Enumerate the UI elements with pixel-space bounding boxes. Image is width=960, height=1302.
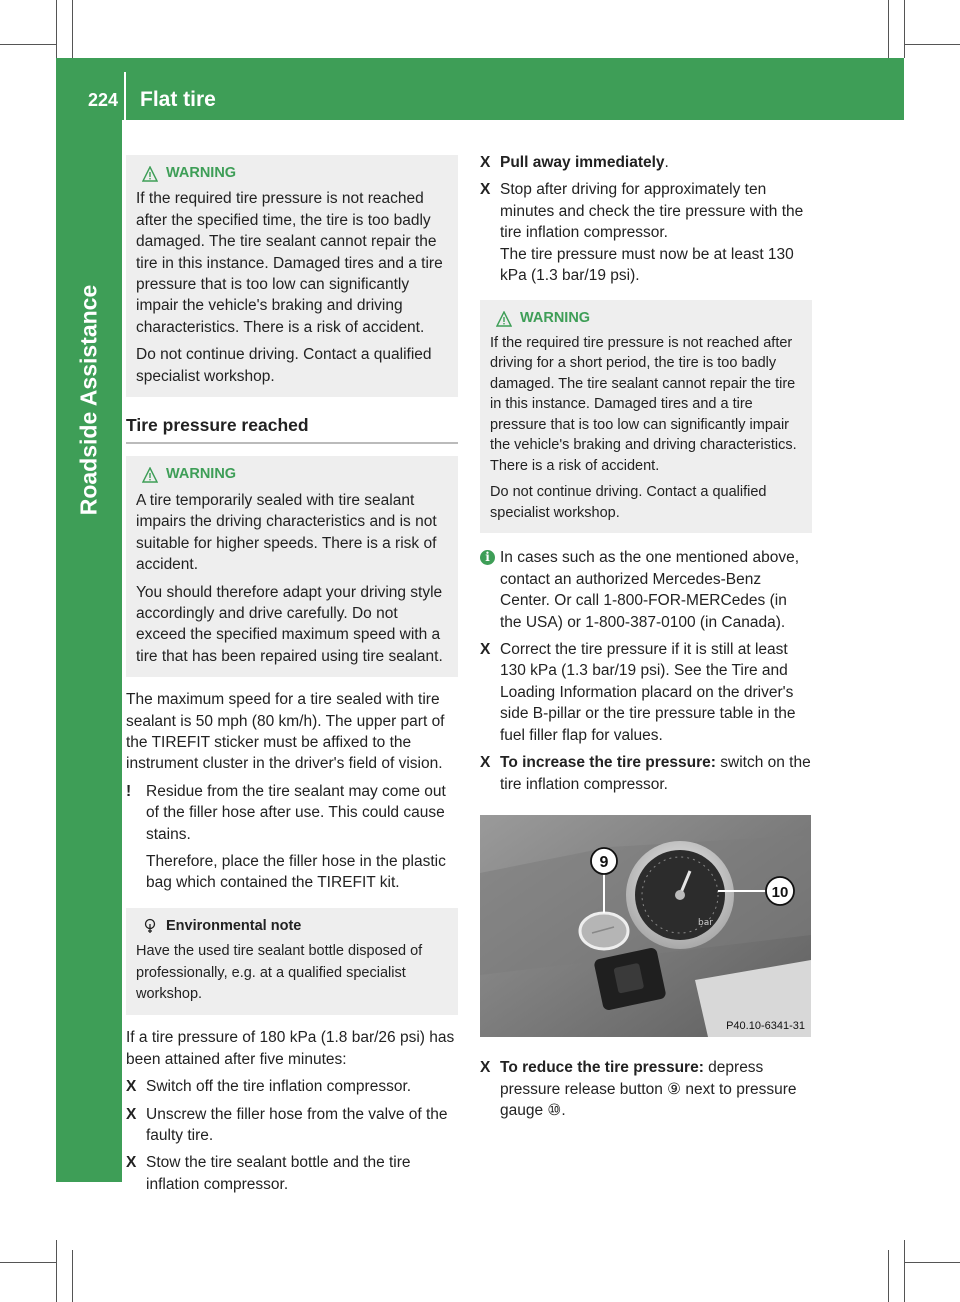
list-item bbox=[126, 1152, 458, 1195]
gauge-hub bbox=[675, 890, 685, 900]
caution-text: Therefore, place the filler hose in the plastic bag which contained the TIREFIT kit. bbox=[146, 852, 446, 892]
left-column bbox=[126, 155, 458, 1201]
environmental-note-text: Have the used tire sealant bottle disposed of professionally, e.g. at a qualified specialist workshop. bbox=[136, 943, 423, 1002]
callout-9-label: 9 bbox=[599, 853, 609, 871]
info-icon: i bbox=[480, 550, 495, 565]
section-title: Flat tire bbox=[140, 88, 216, 111]
crop-mark bbox=[56, 0, 57, 58]
environmental-note-header bbox=[136, 916, 450, 937]
warning-header bbox=[136, 464, 450, 485]
right-column bbox=[480, 152, 812, 1128]
step-arrow-icon: X bbox=[480, 641, 491, 659]
step-text: Stop after driving for approximately ten minutes and check the tire pressure with the tire inflation compressor. bbox=[500, 181, 804, 242]
step-text: Correct the tire pressure if it is still at least 130 kPa (1.3 bar/19 psi). See the Tire and Loading Information placard on the driver's side B-pillar or the tire pressure table in the fuel filler flap for values. bbox=[500, 641, 796, 744]
step-arrow-icon: X bbox=[126, 1078, 137, 1096]
step-arrow-icon: X bbox=[480, 181, 491, 199]
crop-mark bbox=[72, 1250, 73, 1302]
crop-mark bbox=[904, 1262, 960, 1263]
list-item bbox=[126, 1076, 458, 1097]
crop-mark bbox=[904, 1240, 905, 1302]
list-item bbox=[126, 1104, 458, 1147]
info-note bbox=[480, 547, 812, 633]
pressure-paragraph: If a tire pressure of 180 kPa (1.8 bar/26 psi) has been attained after five minutes: bbox=[126, 1029, 455, 1068]
crop-mark bbox=[904, 0, 905, 58]
step-text: depress pressure release button bbox=[500, 1059, 764, 1098]
list-item bbox=[480, 639, 812, 746]
warning-triangle-icon bbox=[496, 311, 512, 327]
warning-text: A tire temporarily sealed with tire sealant impairs the driving characteristics and is not suitable for higher speeds. There is a risk of accident. bbox=[136, 491, 437, 574]
warning-title: WARNING bbox=[166, 466, 237, 483]
header-divider bbox=[124, 72, 126, 120]
list-item bbox=[480, 1057, 812, 1121]
crop-mark bbox=[888, 0, 889, 58]
crop-mark bbox=[72, 0, 73, 58]
step-text: Unscrew the filler hose from the valve of the faulty tire. bbox=[146, 1105, 448, 1145]
warning-text: Do not continue driving. Contact a qualified specialist workshop. bbox=[136, 346, 432, 385]
callout-10-label: 10 bbox=[771, 883, 789, 901]
crop-mark bbox=[56, 1240, 57, 1302]
step-text: next to pressure gauge bbox=[500, 1080, 797, 1120]
step-arrow-icon: X bbox=[480, 154, 491, 171]
crop-mark bbox=[0, 1262, 56, 1263]
warning-triangle-icon bbox=[142, 467, 158, 483]
warning-box bbox=[126, 456, 458, 677]
step-title: To increase the tire pressure: bbox=[500, 754, 716, 772]
warning-title: WARNING bbox=[520, 310, 591, 327]
side-tab-label: Roadside Assistance bbox=[75, 284, 102, 516]
environmental-note-box bbox=[126, 908, 458, 1016]
step-text: Switch off the tire inflation compressor. bbox=[146, 1078, 412, 1096]
list-item bbox=[480, 152, 812, 173]
crop-mark bbox=[888, 1250, 889, 1302]
crop-mark bbox=[904, 44, 960, 45]
figure-code: P40.10-6341-31 bbox=[726, 1019, 805, 1032]
step-title: To reduce the tire pressure: bbox=[500, 1059, 704, 1077]
page-number: 224 bbox=[87, 90, 118, 110]
step-title: Pull away immediately bbox=[500, 154, 665, 171]
max-speed-paragraph: The maximum speed for a tire sealed with tire sealant is 50 mph (80 km/h). The upper part of the TIREFIT sticker must be affixed to the instrument cluster in the driver's field of vision. bbox=[126, 691, 445, 773]
step-arrow-icon: X bbox=[480, 754, 491, 772]
switch-rocker bbox=[613, 963, 644, 994]
warning-text: If the required tire pressure is not reached after the specified time, the tire is too badly damaged. The tire sealant cannot repair the tire in this instance. Damaged tires and a tire pressure that is too low can significantly impair the vehicle's braking and driving characteristics. There is a risk of accident. bbox=[136, 190, 443, 336]
step-text: . bbox=[664, 154, 669, 171]
list-item bbox=[480, 752, 812, 795]
caution-text: Residue from the tire sealant may come out of the filler hose after use. This could cause stains. bbox=[146, 782, 446, 843]
compressor-figure bbox=[480, 815, 811, 1037]
warning-text: Do not continue driving. Contact a qualified specialist workshop. bbox=[490, 484, 767, 521]
subheading: Tire pressure reached bbox=[126, 397, 458, 444]
warning-title: WARNING bbox=[166, 165, 237, 181]
step-text: . bbox=[561, 1102, 566, 1120]
step-arrow-icon: X bbox=[480, 1059, 491, 1077]
warning-header bbox=[136, 163, 450, 184]
warning-text: You should therefore adapt your driving style accordingly and drive carefully. Do not exceed the specified maximum speed with a tire that has been repaired using tire sealant. bbox=[136, 583, 443, 665]
step-text: switch on the tire inflation compressor. bbox=[500, 754, 811, 793]
caution-note bbox=[126, 781, 458, 894]
warning-box bbox=[126, 155, 458, 397]
caution-mark-icon: ! bbox=[126, 782, 132, 800]
step-text: Stow the tire sealant bottle and the tire inflation compressor. bbox=[146, 1154, 411, 1193]
info-text: In cases such as the one mentioned above, contact an authorized Mercedes-Benz Center. Or call 1-800-FOR-MERCedes (in the USA) or 1-800-387-0100 (in Canada). bbox=[500, 549, 800, 631]
button-reference: ⑨ bbox=[667, 1080, 682, 1098]
environmental-note-title: Environmental note bbox=[166, 917, 302, 934]
warning-triangle-icon bbox=[142, 166, 158, 182]
warning-text: If the required tire pressure is not reached after driving for a short period, the tire is too badly damaged. The tire sealant cannot repair the tire in this instance. Damaged tires and a tire pressure that is too low can significantly impair the vehicle's braking and driving characteristics. There is a risk of accident. bbox=[490, 334, 797, 474]
step-arrow-icon: X bbox=[126, 1105, 137, 1123]
list-item bbox=[480, 179, 812, 286]
step-text: The tire pressure must now be at least 130 kPa (1.3 bar/19 psi). bbox=[500, 245, 794, 285]
gauge-reference: ⑩ bbox=[547, 1102, 562, 1120]
gauge-unit-label: bar bbox=[698, 917, 713, 928]
warning-header bbox=[490, 308, 804, 329]
lightbulb-icon bbox=[142, 918, 158, 934]
pressure-release-button bbox=[580, 913, 628, 949]
step-arrow-icon: X bbox=[126, 1154, 137, 1172]
crop-mark bbox=[0, 44, 56, 45]
warning-box bbox=[480, 300, 812, 533]
side-tab bbox=[56, 120, 122, 1182]
